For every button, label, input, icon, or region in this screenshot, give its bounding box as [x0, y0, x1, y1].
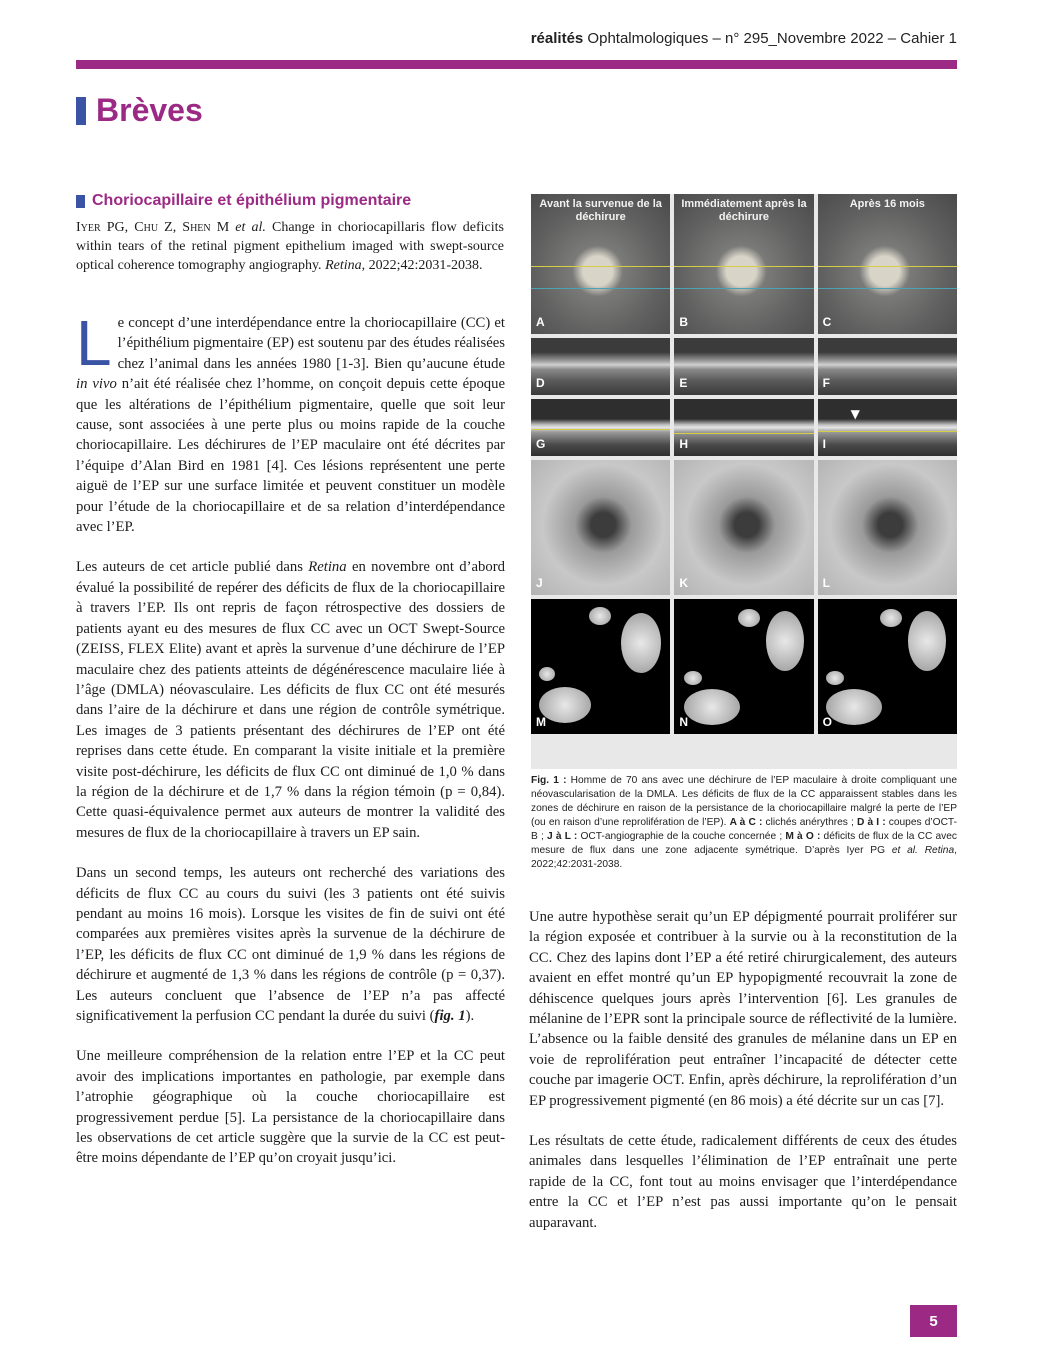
flux-region — [684, 671, 702, 685]
figure-caption — [531, 774, 957, 872]
figure-panel-m — [531, 599, 670, 734]
scan-line — [674, 288, 813, 289]
text-run: Les auteurs de cet article publié dans — [76, 559, 309, 576]
ref-initials: PG, — [100, 220, 135, 235]
panel-label: I — [822, 437, 826, 451]
caption-key: A à C : — [729, 817, 763, 828]
journal-brand: réalités — [530, 30, 584, 47]
panel-label: J — [536, 576, 543, 590]
panel-label: K — [679, 576, 688, 590]
figure-panel-h — [674, 399, 813, 456]
flux-region — [738, 609, 760, 627]
drop-cap: L — [76, 307, 112, 379]
figure-panel-n — [674, 599, 813, 734]
caption-text: et al. — [891, 845, 918, 856]
caption-text: , 2022;42:2031-2038. — [531, 845, 957, 870]
caption-text: Retina — [924, 845, 955, 856]
ref-author: Chu — [134, 220, 159, 235]
ref-title: Change in choriocapillaris flow deficits within tears of the retinal pigment epithelium imaged with swept-source optical coherence tomography angiography. — [76, 220, 504, 273]
caption-text: clichés anérythres ; — [762, 817, 857, 828]
figure-1 — [531, 194, 957, 769]
column-right — [529, 907, 957, 1253]
caption-key: J à L : — [547, 831, 578, 842]
section-title-text: Brèves — [96, 92, 203, 128]
text-run: Retina — [308, 559, 347, 576]
article-title-text: Choriocapillaire et épithélium pigmentaire — [92, 192, 412, 209]
caption-key: D à I : — [856, 817, 886, 828]
panel-label: A — [536, 315, 545, 329]
flux-region — [880, 609, 902, 627]
paragraph — [76, 307, 506, 537]
figure-panel-d — [531, 338, 670, 395]
figure-panel-c — [818, 194, 957, 334]
panel-label: E — [679, 376, 688, 390]
running-header — [531, 30, 957, 47]
scan-line — [818, 431, 957, 432]
panel-label: G — [536, 437, 546, 451]
scan-line — [531, 429, 670, 430]
figure-panel-l — [818, 460, 957, 595]
article-marker-icon — [76, 195, 85, 208]
figure-panel-o — [818, 599, 957, 734]
caption-text: OCT-angiographie de la couche concernée ; — [577, 831, 786, 842]
panel-label: N — [679, 715, 688, 729]
paragraph: Une meilleure compréhension de la relation entre l’EP et la CC peut avoir des implications importantes en pathologie, par exemple dans l’atrophie géographique où la couche choriocapillaire est progressivement perdue [5]. La persistance de la choriocapillaire dans les observations de cet article suggère que la survie de la CC est peut-être moins dépendante de l’EP qu’on croyait jusqu’ici. — [76, 1048, 505, 1167]
scan-line — [818, 266, 957, 267]
column-left — [76, 307, 506, 1189]
text-run: e concept d’une interdépendance entre la choriocapillaire (CC) et l’épithélium pigmentaire (EP) est soutenu par des études réalisées chez l’animal dans les années 1980 [1-3]. Bien qu’aucune étude — [117, 315, 505, 372]
panel-label: B — [679, 315, 688, 329]
flux-region — [621, 613, 661, 673]
flux-region — [908, 611, 946, 671]
scan-line — [531, 266, 670, 267]
figure-panel-b — [674, 194, 813, 334]
figure-column-header: Avant la survenue de la déchirure — [539, 198, 662, 223]
text-run: ). — [465, 1008, 475, 1024]
paragraph: Une autre hypothèse serait qu’un EP dépigmenté pourrait proliférer sur la région exposée et contribuer à la survie ou à la reconstitution de la CC. Chez des lapins dont l’EP a été retiré chirurgicalement, des auteurs avaient en effet montré qu’un EP hypopigmenté recouvrait la zone de déhiscence quelques jours après l’intervention [6]. Les granules de mélanine de l’EPR sont la principale source de réflectivité de la lumière. L’absence ou la faible densité des granules de mélanine dans un EP en voie de reprolifération peut entraîner l’incapacité de détecter cette couche par imagerie OCT. Enfin, après déchirure, la reprolifération d’un EP progressivement pigmenté (en 86 mois) a été décrite sur un cas [7]. — [529, 909, 957, 1109]
page-number: 5 — [910, 1305, 957, 1337]
flux-region — [826, 689, 882, 725]
section-title — [76, 92, 203, 129]
flux-region — [589, 607, 611, 625]
flux-region — [539, 667, 555, 681]
ref-etal: et al. — [235, 220, 266, 235]
text-run: n’ait été réalisée chez l’homme, on conçoit depuis cette époque que les altérations de l’épithélium pigmentaire, quelle que soit leur cause, sont associées à une perte plus ou moins rapide de la couche choriocapillaire. Les déchirures de l’EP maculaire ont été décrites par l’équipe d’Alan Bird en 1981 [4]. Ces lésions représentent une perte aiguë de l’EP sur une surface limitée et peuvent constituer un modèle pour l’étude de la choriocapillaire et de sa relation d’interdépendance avec l’EP. — [76, 376, 506, 536]
caption-text: Homme de 70 ans avec une déchirure de l’EP maculaire à droite compliquant une néovascularisation de la DMLA. Les déficits de flux de la CC apparaissent stables dans les zones de déchirure en raison de la persistance de la choriocapillaire malgré la perte de l’EP (ou en raison d’une reprolifération de l’EP). — [531, 775, 958, 828]
flux-region — [684, 689, 740, 725]
figure-panel-a — [531, 194, 670, 334]
ref-initials: Z, — [158, 220, 183, 235]
ref-author: Iyer — [76, 220, 101, 235]
ref-author: Shen — [182, 220, 211, 235]
panel-label: L — [822, 576, 830, 590]
panel-label: H — [679, 437, 688, 451]
panel-label: D — [536, 376, 545, 390]
flux-region — [826, 671, 844, 685]
panel-label: M — [536, 715, 546, 729]
issue-info: Ophtalmologiques – n° 295_Novembre 2022 – Cahier 1 — [583, 30, 957, 47]
paragraph: Les résultats de cette étude, radicalement différents de ceux des études animales dans lesquelles l’élimination de l’EP entraînait une perte rapide de la CC, font tout au moins envisager que l’interdépendance entre la CC et l’EP n’est pas aussi importante qu’on le pensait auparavant. — [529, 1133, 957, 1231]
ref-journal: Retina — [325, 258, 362, 273]
ref-citation: , 2022;42:2031-2038. — [361, 258, 483, 273]
figure-link[interactable]: fig. 1 — [434, 1008, 466, 1024]
scan-line — [674, 266, 813, 267]
figure-panel-e — [674, 338, 813, 395]
article-title — [76, 192, 411, 210]
triangle-marker-icon: ▼ — [850, 407, 860, 421]
caption-text: coupes d’OCT-B ; — [531, 817, 957, 842]
text-run: en novembre ont d’abord évalué la possibilité de repérer des déficits de flux de la choriocapillaire à travers l’EP. Ils ont repris de façon rétrospective des dossiers de patients ayant eu des mesures de flux CC avec un OCT Swept-Source (ZEISS, FLEX Elite) avant et après la survenue d’une déchirure de l’EP maculaire chez des patients atteints de dégénérescence maculaire liée à l’âge (DMLA) néovasculaire. Les déficits de flux CC ont été mesurés dans l’aire de la déchirure et dans une région de contrôle symétrique. Les images de 3 patients présentant des déchirures de l’EP ont été reprises dans cette étude. En comparant la visite initiale et la première visite post-déchirure, les déficits de flux CC ont diminué de 1,0 % dans la région de la déchirure et de 1,7 % dans la région témoin (p = 0,84). Cette quasi-équivalence permet aux auteurs de montrer la validité des mesures de flux de la choriocapillaire à travers un EP sain. — [76, 559, 505, 841]
paragraph — [76, 557, 505, 843]
caption-text: déficits de flux de la CC avec mesure de flux dans une zone adjacente symétrique. D’après Iyer PG — [531, 831, 958, 856]
panel-label: C — [822, 315, 832, 329]
ref-initials: M — [210, 220, 236, 235]
figure-column-header: Après 16 mois — [849, 198, 925, 210]
scan-line — [674, 433, 813, 434]
text-run: in vivo — [76, 376, 117, 393]
paragraph — [76, 863, 505, 1026]
caption-label: Fig. 1 : — [531, 775, 567, 786]
panel-label: F — [822, 376, 830, 390]
panel-label: O — [822, 715, 832, 729]
figure-column-header: Immédiatement après la déchirure — [681, 198, 807, 223]
caption-key: M à O : — [785, 831, 821, 842]
figure-panel-k — [674, 460, 813, 595]
scan-line — [818, 288, 957, 289]
figure-panel-f — [818, 338, 957, 395]
reference — [76, 218, 504, 275]
text-run: Dans un second temps, les auteurs ont recherché des variations des déficits de flux CC au cours du suivi (les 3 patients ont été suivis pendant au moins 16 mois). Lorsque les visites de fin de suivi ont été comparées aux premières visites après la survenue de la déchirure de l’EP, les déficits de flux CC ont diminué de 1,9 % dans les régions de déchirure et augmenté de 1,3 % dans les régions de contrôle (p = 0,37). Les auteurs concluent que l’absence de l’EP n’a pas affecté significativement la perfusion CC pendant la durée du suivi ( — [76, 865, 505, 1024]
flux-region — [766, 611, 804, 671]
figure-panel-i — [818, 399, 957, 456]
caption-text — [918, 845, 925, 856]
section-marker-icon — [76, 97, 86, 125]
scan-line — [531, 288, 670, 289]
header-rule — [76, 60, 957, 69]
flux-region — [539, 687, 591, 723]
figure-panel-g — [531, 399, 670, 456]
figure-panel-j — [531, 460, 670, 595]
